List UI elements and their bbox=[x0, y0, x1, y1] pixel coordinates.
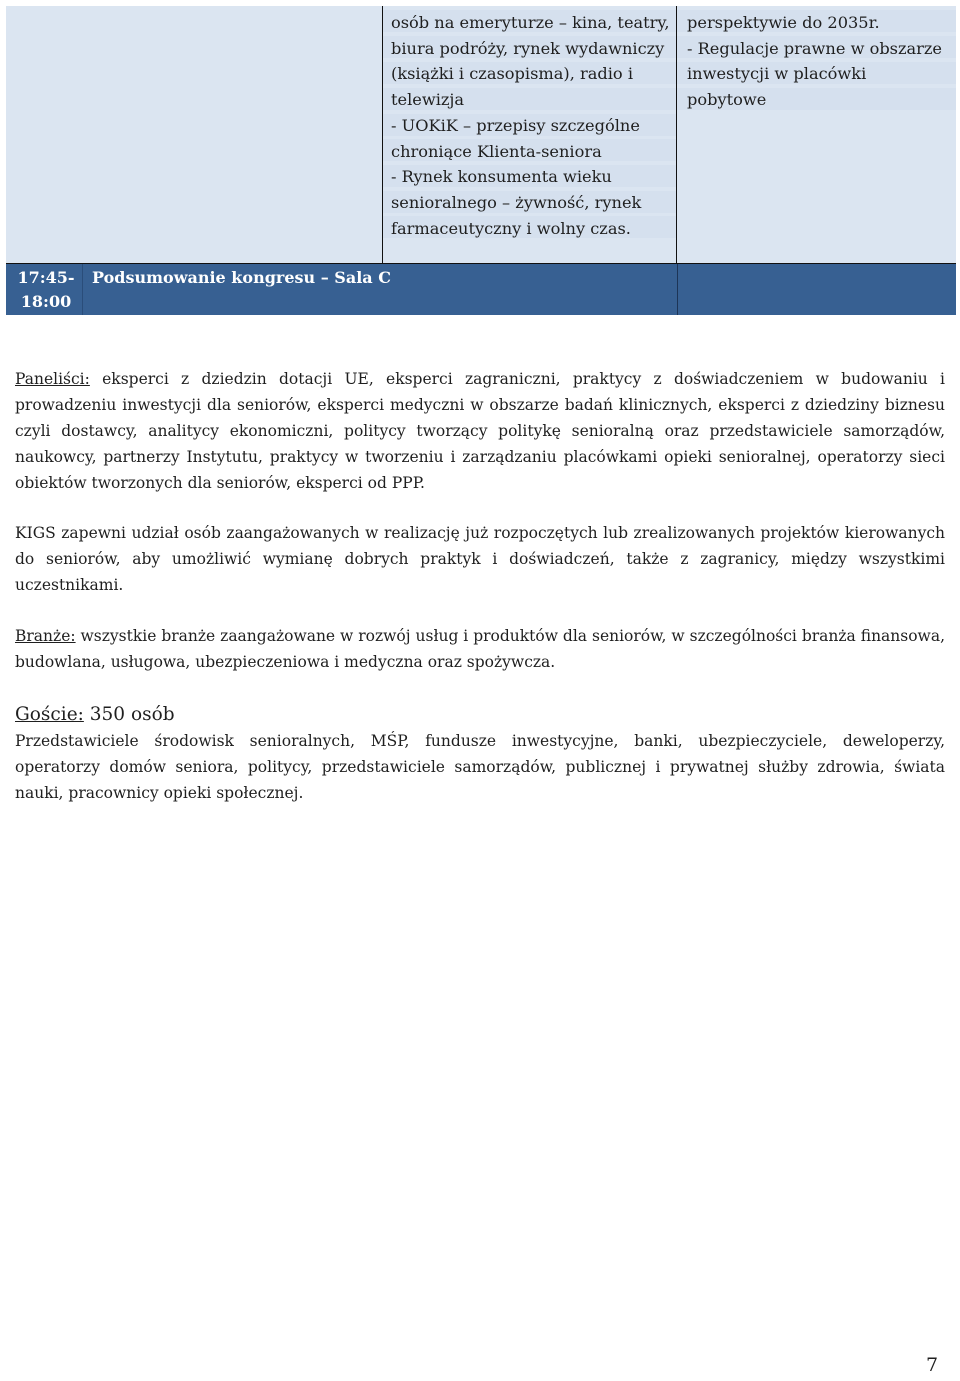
guests-label: Goście: bbox=[15, 704, 84, 725]
topic-cell bbox=[82, 6, 382, 263]
cell-line: - Regulacje prawne w obszarze bbox=[687, 38, 943, 58]
content-cell-right bbox=[677, 6, 956, 263]
cell-line: - Rynek konsumenta wieku bbox=[391, 167, 612, 187]
page-number: 7 bbox=[926, 1354, 939, 1376]
cell-line: farmaceutyczny i wolny czas. bbox=[391, 218, 631, 238]
kigs-paragraph: KIGS zapewni udział osób zaangażowanych w realizację już rozpoczętych lub zrealizowanych projektów kierowanych do seniorów, aby umożliwić wymianę dobrych praktyk i doświadczeń, także z zagranicy, między wszystkimi uczestnikami. bbox=[15, 524, 945, 594]
cell-line: pobytowe bbox=[687, 90, 767, 110]
cell-line: (książki i czasopisma), radio i bbox=[391, 64, 633, 84]
content-cell bbox=[382, 6, 677, 263]
guests-paragraph: Przedstawiciele środowisk senioralnych, MŚP, fundusze inwestycyjne, banki, ubezpieczyciele, deweloperzy, operatorzy domów seniora, politycy, przedstawiciele samorządów, publicznej i prywatnej służby zdrowia, świata nauki, pracownicy opieki społecznej. bbox=[15, 732, 945, 802]
session-time: 17:45- 18:00 bbox=[17, 268, 75, 311]
industries-text: wszystkie branże zaangażowane w rozwój usług i produktów dla seniorów, w szczególności branża finansowa, budowlana, usługowa, ubezpieczeniowa i medyczna oraz spożywcza. bbox=[15, 627, 945, 671]
industries-label: Branże: bbox=[15, 627, 76, 645]
table-row bbox=[6, 6, 956, 263]
cell-line: biura podróży, rynek wydawniczy bbox=[391, 38, 665, 58]
industries-paragraph bbox=[15, 624, 945, 676]
cell-line: senioralnego – żywność, rynek bbox=[391, 192, 642, 212]
panelists-text: eksperci z dziedzin dotacji UE, eksperci zagraniczni, praktycy z doświadczeniem w budowaniu i prowadzeniu inwestycji dla seniorów, eksperci medyczni w obszarze badań klinicznych, eksperci z dziedziny biznesu czyli dostawcy, analitycy ekonomiczni, politycy tworzący politykę senioralną oraz przedstawiciele samorządów, naukowcy, partnerzy Instytutu, praktycy w tworzeniu i zarządzaniu placówkami opieki senioralnej, operatorzy sieci obiektów tworzonych dla seniorów, eksperci od PPP. bbox=[15, 370, 945, 492]
guests-count: 350 osób bbox=[83, 704, 175, 725]
schedule-table bbox=[6, 6, 956, 315]
cell-line: - UOKiK – przepisy szczególne bbox=[391, 115, 640, 135]
cell-line: chroniące Klienta-seniora bbox=[391, 141, 602, 161]
panelists-paragraph bbox=[15, 367, 945, 497]
cell-line: inwestycji w placówki bbox=[687, 64, 867, 84]
table-row-summary bbox=[6, 263, 956, 315]
guests-heading bbox=[15, 702, 945, 729]
cell-line: telewizja bbox=[391, 90, 465, 110]
session-title: Podsumowanie kongresu – Sala C bbox=[92, 268, 391, 287]
time-cell bbox=[6, 6, 82, 263]
cell-line: osób na emeryturze – kina, teatry, bbox=[391, 13, 670, 32]
cell-line: perspektywie do 2035r. bbox=[687, 13, 880, 32]
panelists-label: Paneliści: bbox=[15, 370, 90, 388]
